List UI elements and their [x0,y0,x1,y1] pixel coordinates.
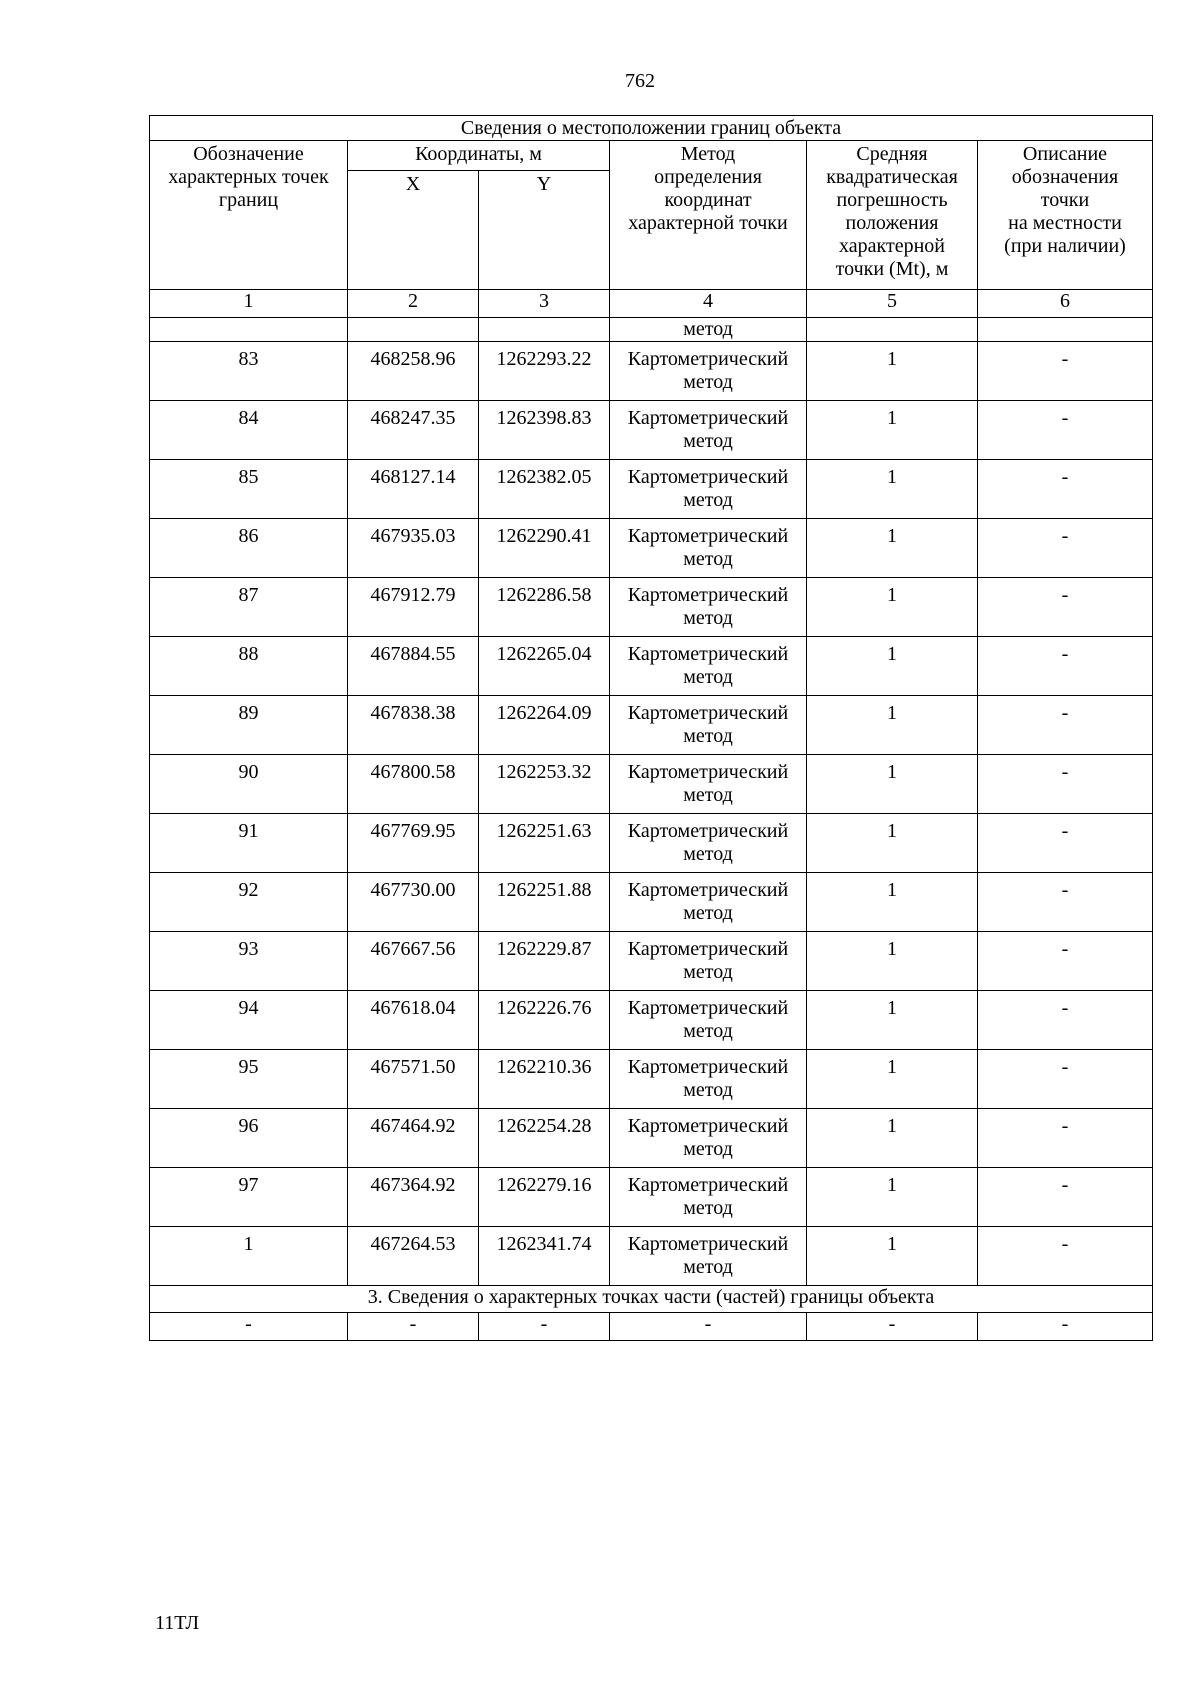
point-designation: 92 [150,873,348,932]
method-cell [610,460,807,519]
column-number: 1 [150,290,348,318]
table-caption: Сведения о местоположении границ объекта [150,116,1153,141]
table-row [150,1227,1153,1286]
method-cell [610,637,807,696]
point-designation: 88 [150,637,348,696]
method-text: Картометрический [627,702,789,724]
table-row [150,460,1153,519]
coordinate-x: 468247.35 [348,401,479,460]
coordinate-x: 468258.96 [348,342,479,401]
coordinate-y: 1262382.05 [479,460,610,519]
column-number: 3 [479,290,610,318]
coordinate-y: 1262251.88 [479,873,610,932]
coordinate-x: 467264.53 [348,1227,479,1286]
point-designation: 96 [150,1109,348,1168]
point-designation: 84 [150,401,348,460]
header-point-designation: Обозначение характерных точек границ [150,141,348,290]
coordinate-y: 1262251.63 [479,814,610,873]
header-point-description: Описание обозначения точки на местности (при наличии) [978,141,1153,290]
empty-value: - [348,1313,479,1341]
mean-square-error: 1 [807,991,978,1050]
method-text: метод [683,1138,733,1160]
method-text: метод [683,666,733,688]
point-designation: 95 [150,1050,348,1109]
method-text: метод [683,1020,733,1042]
method-cell [610,696,807,755]
point-description: - [978,401,1153,460]
mean-square-error: 1 [807,873,978,932]
point-description: - [978,342,1153,401]
method-text: Картометрический [627,820,789,842]
point-description: - [978,696,1153,755]
mean-square-error: 1 [807,342,978,401]
point-designation: 87 [150,578,348,637]
coordinate-x: 467364.92 [348,1168,479,1227]
point-description: - [978,1050,1153,1109]
table-row [150,814,1153,873]
coordinate-x: 467800.58 [348,755,479,814]
method-cell [610,578,807,637]
coordinate-y: 1262398.83 [479,401,610,460]
coordinate-x: 467838.38 [348,696,479,755]
method-text: Картометрический [627,348,789,370]
header-x: X [348,171,479,290]
method-cell [610,1050,807,1109]
table-row [150,932,1153,991]
coordinate-y: 1262229.87 [479,932,610,991]
method-text: Картометрический [627,1115,789,1137]
coordinate-y: 1262264.09 [479,696,610,755]
coordinate-y: 1262226.76 [479,991,610,1050]
point-designation: 97 [150,1168,348,1227]
table-row [150,1050,1153,1109]
method-text: Картометрический [627,938,789,960]
column-number: 4 [610,290,807,318]
point-description: - [978,460,1153,519]
coordinate-y: 1262253.32 [479,755,610,814]
point-designation: 86 [150,519,348,578]
method-cell [610,342,807,401]
point-description: - [978,814,1153,873]
method-text: Картометрический [627,1233,789,1255]
empty-value: - [807,1313,978,1341]
coordinate-y: 1262210.36 [479,1050,610,1109]
point-description: - [978,991,1153,1050]
continued-method-text: метод [610,318,807,342]
method-text: Картометрический [627,1174,789,1196]
method-text: метод [683,902,733,924]
method-text: метод [683,548,733,570]
method-text: Картометрический [627,407,789,429]
coordinate-x: 467667.56 [348,932,479,991]
column-number: 2 [348,290,479,318]
coordinate-x: 467618.04 [348,991,479,1050]
method-text: метод [683,1079,733,1101]
method-cell [610,401,807,460]
point-designation: 83 [150,342,348,401]
continuation-row [150,318,1153,342]
point-designation: 89 [150,696,348,755]
table-row [150,1313,1153,1341]
table-row [150,519,1153,578]
table-row [150,637,1153,696]
coordinate-y: 1262290.41 [479,519,610,578]
method-cell [610,814,807,873]
point-designation: 1 [150,1227,348,1286]
mean-square-error: 1 [807,401,978,460]
method-text: Картометрический [627,761,789,783]
mean-square-error: 1 [807,1109,978,1168]
coordinate-y: 1262254.28 [479,1109,610,1168]
coordinate-x: 467769.95 [348,814,479,873]
mean-square-error: 1 [807,637,978,696]
coordinate-y: 1262286.58 [479,578,610,637]
method-text: Картометрический [627,643,789,665]
coordinate-x: 467730.00 [348,873,479,932]
method-text: Картометрический [627,466,789,488]
empty-value: - [978,1313,1153,1341]
coordinate-y: 1262279.16 [479,1168,610,1227]
footer-code: 11ТЛ [155,1612,200,1634]
page-number: 762 [625,70,655,92]
mean-square-error: 1 [807,1168,978,1227]
point-description: - [978,1227,1153,1286]
point-designation: 91 [150,814,348,873]
method-text: Картометрический [627,525,789,547]
point-description: - [978,1168,1153,1227]
coordinate-x: 467912.79 [348,578,479,637]
coordinate-x: 467571.50 [348,1050,479,1109]
section-row [150,1286,1153,1313]
section-3-title: 3. Сведения о характерных точках части (частей) границы объекта [150,1286,1153,1313]
mean-square-error: 1 [807,1050,978,1109]
coordinate-x: 468127.14 [348,460,479,519]
method-text: метод [683,371,733,393]
method-text: метод [683,430,733,452]
coordinate-y: 1262341.74 [479,1227,610,1286]
table-row [150,401,1153,460]
empty-value: - [479,1313,610,1341]
point-description: - [978,873,1153,932]
empty-value: - [150,1313,348,1341]
point-designation: 94 [150,991,348,1050]
method-text: метод [683,607,733,629]
point-description: - [978,637,1153,696]
point-designation: 90 [150,755,348,814]
table-row [150,873,1153,932]
table-row [150,991,1153,1050]
coordinate-x: 467935.03 [348,519,479,578]
method-text: метод [683,784,733,806]
method-text: метод [683,489,733,511]
point-description: - [978,932,1153,991]
mean-square-error: 1 [807,696,978,755]
table-row [150,342,1153,401]
method-cell [610,1109,807,1168]
method-text: метод [683,1197,733,1219]
method-text: метод [683,725,733,747]
method-cell [610,991,807,1050]
column-number: 6 [978,290,1153,318]
mean-square-error: 1 [807,519,978,578]
header-mean-square-error: Средняя квадратическая погрешность положения характерной точки (Mt), м [807,141,978,290]
method-cell [610,755,807,814]
table-row [150,1109,1153,1168]
coordinate-y: 1262293.22 [479,342,610,401]
point-description: - [978,519,1153,578]
header-method: Метод определения координат характерной точки [610,141,807,290]
table-row [150,696,1153,755]
method-cell [610,519,807,578]
boundary-coordinates-table [149,115,1153,1341]
point-description: - [978,1109,1153,1168]
point-designation: 85 [150,460,348,519]
point-description: - [978,755,1153,814]
coordinate-x: 467884.55 [348,637,479,696]
coordinate-y: 1262265.04 [479,637,610,696]
header-y: Y [479,171,610,290]
method-text: метод [683,961,733,983]
table-row [150,578,1153,637]
method-cell [610,1227,807,1286]
table-row [150,1168,1153,1227]
column-number: 5 [807,290,978,318]
header-coordinates: Координаты, м [348,141,610,171]
coordinate-x: 467464.92 [348,1109,479,1168]
method-text: Картометрический [627,879,789,901]
mean-square-error: 1 [807,814,978,873]
empty-value: - [610,1313,807,1341]
table-row [150,755,1153,814]
point-designation: 93 [150,932,348,991]
mean-square-error: 1 [807,755,978,814]
method-text: метод [683,843,733,865]
method-text: метод [683,1256,733,1278]
method-cell [610,1168,807,1227]
mean-square-error: 1 [807,460,978,519]
method-cell [610,873,807,932]
method-text: Картометрический [627,1056,789,1078]
method-text: Картометрический [627,584,789,606]
method-cell [610,932,807,991]
method-text: Картометрический [627,997,789,1019]
mean-square-error: 1 [807,578,978,637]
mean-square-error: 1 [807,932,978,991]
mean-square-error: 1 [807,1227,978,1286]
point-description: - [978,578,1153,637]
